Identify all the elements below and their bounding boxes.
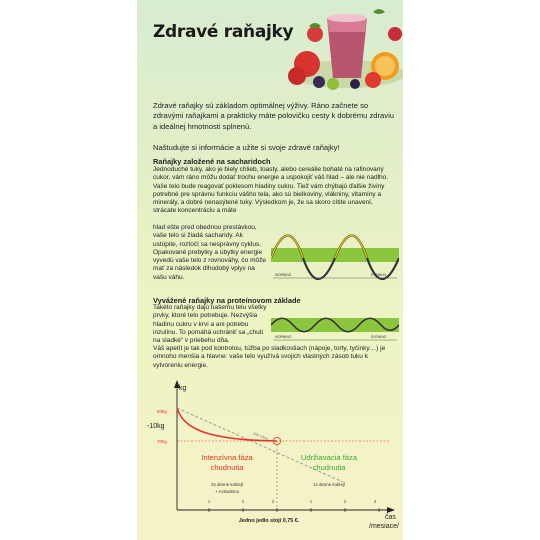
y-label-70kg: 70kg bbox=[157, 439, 167, 444]
section-text-protein-continued: Váš apetít je tak pod kontrolou, túžba po sladkostiach (nápoje, torty, tyčinky…) je omnoho menšia a hlavne: vaše telo využívá svojich vlastných zásob tuku k vytvoreniu energie. bbox=[153, 345, 386, 369]
phase1-note-line2: + Activdetox bbox=[215, 489, 239, 494]
x-tick-label: 1 bbox=[309, 499, 313, 504]
energy-wave-protein-illustration bbox=[271, 308, 399, 344]
x-axis-title-line2: /mesiace/ bbox=[369, 523, 399, 530]
intro-call-to-action: Naštudujte si informácie a užite si svoje zdravé raňajky! bbox=[153, 143, 340, 152]
section-text-carbs: Jednoduché tuky, ako je biely chlieb, toasty, alebo cereálie bohaté na rafinovaný cukor, vám ráno môžu dodať trochu energie a uspokojiť váš hlad – ale nie nadlho. Vaše telo bude reagovať poklesom hladiny cukru. Tiež vám chýbajú ďalšie živiny potrebné pre správnu funkciu vášho tela, ako sú bielkoviny, vlákniny, vitamíny a minerály, a dobré nenasýtené tuky. Výsledkom je, že sa skoro cítite unavení, strácate koncentráciu a máte bbox=[153, 166, 389, 215]
phase1-title-line2: chudnutia bbox=[210, 463, 244, 472]
wave2-morning-label: MORNING bbox=[275, 335, 292, 339]
x-tick-label: 2 bbox=[241, 499, 245, 504]
flyer-panel bbox=[137, 0, 403, 540]
intro-paragraph: Zdravé raňajky sú základom optimálnej výživy. Ráno začnete so zdravými raňajkami a prakticky máte polovičku cesty k dobrému zdraviu a ideálnej hmotnosti splnenú. bbox=[153, 101, 394, 131]
x-axis-title-line1: čas bbox=[385, 514, 396, 521]
phase1-note-line1: 2x denne koktejl bbox=[211, 482, 243, 487]
meal-cost-note: Jedno jedlo stojí 0,75 €. bbox=[238, 518, 300, 524]
smoothie-fruit-image bbox=[285, 4, 403, 90]
wave-morning-label: MORNING bbox=[275, 273, 292, 277]
yoyo-label: jojo efekt bbox=[252, 430, 270, 442]
energy-wave-carbs-illustration bbox=[271, 228, 399, 284]
weight-loss-chart bbox=[143, 372, 401, 532]
phase2-title-line2: chudnutia bbox=[312, 463, 346, 472]
phase1-title-line1: Intenzívna fáza bbox=[201, 453, 253, 462]
y-label-minus-10kg: -10kg bbox=[147, 423, 165, 430]
x-tick-label: 3 bbox=[271, 499, 275, 504]
x-tick-label: 2 bbox=[343, 499, 347, 504]
x-tick-label: 1 bbox=[207, 499, 211, 504]
x-tick-label: 3 bbox=[373, 499, 377, 504]
y-label-80kg: 80kg bbox=[157, 409, 167, 414]
section-text-protein: Takéto raňajky dajú našemu telu všetky prvky, ktoré telo potrebuje. Nezvýšia hladinu cukru v krvi a ani potrebu inzulínu. To pomáhá uchrániť sa „chuti na sladké“ v priebehu dňa. bbox=[153, 304, 267, 345]
wave2-evening-label: EVENING bbox=[371, 335, 387, 339]
section-heading-protein: Vyvážené raňajky na proteínovom základe bbox=[153, 296, 301, 305]
section-heading-carbs: Raňajky založené na sacharidoch bbox=[153, 157, 271, 166]
page-title: Zdravé raňajky bbox=[153, 22, 294, 42]
phase2-note: 1x denne koktejl bbox=[313, 482, 345, 487]
y-axis-title: kg bbox=[179, 385, 187, 392]
phase2-title-line1: Udržiavacia fáza bbox=[300, 453, 358, 462]
wave-evening-label: EVENING bbox=[371, 273, 387, 277]
section-text-carbs-continued: hlad ešte pred obednou prestávkou, vaše telo si žiadá sacharidy. Ak ustúpite, roztočí sa nesprávny cyklus. Opakované prebytky a úbytky energie vyvedú vaše telo z rovnováhy, čo môže mať za následok dlhodobý vplyv na vašu váhu. bbox=[153, 224, 266, 281]
